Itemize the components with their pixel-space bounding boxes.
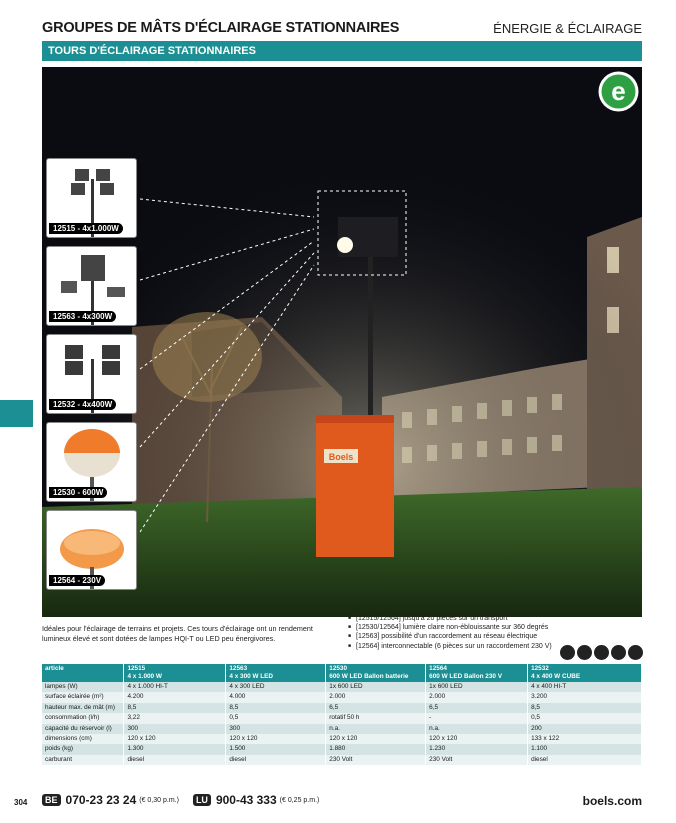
table-cell: 4 x 400 HI-T	[528, 682, 642, 692]
eco-icon	[628, 645, 643, 660]
feature-bullets	[348, 614, 578, 651]
row-label: hauteur max. de mât (m)	[42, 703, 124, 713]
table-cell: 230 Volt	[426, 755, 528, 765]
rate-be: (€ 0,30 p.m.)	[139, 796, 179, 804]
table-header-row	[42, 664, 642, 682]
row-label: lampes (W)	[42, 682, 124, 692]
country-badge-be: BE	[42, 794, 61, 806]
table-cell: 1.300	[124, 744, 226, 754]
no-glare-icon	[611, 645, 626, 660]
table-row	[42, 755, 642, 765]
row-label: consommation (l/h)	[42, 713, 124, 723]
row-label: capacité du réservoir (l)	[42, 724, 124, 734]
thumbnail-label: 12530 - 600W	[49, 487, 107, 498]
table-cell: 6,5	[426, 703, 528, 713]
product-description: Idéales pour l'éclairage de terrains et projets. Ces tours d'éclairage ont un rendement lumineux élevé et sont dotées de lampes HQI-T ou LED peu énergivores.	[42, 624, 313, 643]
table-cell: 8,5	[226, 703, 326, 713]
phone-be[interactable]: 070-23 23 24	[65, 793, 137, 807]
table-cell: 1x 600 LED	[426, 682, 528, 692]
thumbnail-12564[interactable]	[46, 510, 137, 590]
table-row	[42, 682, 642, 692]
row-label: carburant	[42, 755, 124, 765]
table-cell: n.a.	[326, 724, 426, 734]
phone-lu[interactable]: 900-43 333	[215, 793, 277, 807]
generator-brand: Boels	[328, 452, 354, 462]
thumbnail-12530[interactable]	[46, 422, 137, 502]
bullet-item: ■ [12530/12564] lumière claire non-éblouissante sur 360 degrés	[348, 623, 578, 632]
table-cell: 300	[226, 724, 326, 734]
table-row	[42, 724, 642, 734]
table-row	[42, 692, 642, 702]
table-cell: diesel	[124, 755, 226, 765]
table-row	[42, 744, 642, 754]
grid-power-icon	[594, 645, 609, 660]
table-cell: 0,5	[226, 713, 326, 723]
thumbnail-12515[interactable]	[46, 158, 137, 238]
table-column-header: 12563 4 x 300 W LED	[226, 664, 326, 682]
country-badge-lu: LU	[193, 794, 211, 806]
table-cell: 120 x 120	[326, 734, 426, 744]
table-cell: 8,5	[124, 703, 226, 713]
feature-icons	[560, 645, 643, 660]
row-label: poids (kg)	[42, 744, 124, 754]
table-cell: 300	[124, 724, 226, 734]
website-link[interactable]: boels.com	[582, 794, 642, 808]
rate-lu: (€ 0,25 p.m.)	[279, 796, 320, 804]
table-cell: n.a.	[426, 724, 528, 734]
section-header: TOURS D'ÉCLAIRAGE STATIONNAIRES	[42, 41, 642, 61]
table-cell: diesel	[226, 755, 326, 765]
table-column-header: 12530 600 W LED Ballon batterie	[326, 664, 426, 682]
thumbnail-label: 12563 - 4x300W	[49, 311, 116, 322]
table-cell: 1.880	[326, 744, 426, 754]
table-cell: 1.230	[426, 744, 528, 754]
page-number: 304	[14, 798, 28, 807]
table-cell: 4.000	[226, 692, 326, 702]
bullet-item: ■ [12564] interconnectable (6 pièces sur un raccordement 230 V)	[348, 642, 578, 651]
table-cell: 120 x 120	[226, 734, 326, 744]
table-cell: 4 x 300 LED	[226, 682, 326, 692]
table-cell: 8,5	[528, 703, 642, 713]
category-label: ÉNERGIE & ÉCLAIRAGE	[493, 21, 642, 36]
thumbnail-12532[interactable]	[46, 334, 137, 414]
table-row	[42, 713, 642, 723]
table-column-header: 12532 4 x 400 W CUBE	[528, 664, 642, 682]
table-cell: -	[426, 713, 528, 723]
table-cell: 3.200	[528, 692, 642, 702]
section-tab-marker	[0, 400, 33, 427]
thumbnail-label: 12515 - 4x1.000W	[49, 223, 123, 234]
table-cell: 6,5	[326, 703, 426, 713]
table-cell: 2.000	[426, 692, 528, 702]
svg-text:e: e	[611, 76, 626, 106]
table-row	[42, 734, 642, 744]
footer-contact	[42, 793, 333, 807]
table-cell: 120 x 120	[124, 734, 226, 744]
bullet-item: ■ [12563] possibilité d'un raccordement au réseau électrique	[348, 632, 578, 641]
table-cell: 1.100	[528, 744, 642, 754]
table-row	[42, 703, 642, 713]
table-cell: 0,5	[528, 713, 642, 723]
eco-badge-icon	[598, 71, 639, 112]
specs-table	[42, 664, 642, 765]
table-cell: 2.000	[326, 692, 426, 702]
row-label: dimensions (cm)	[42, 734, 124, 744]
table-cell: diesel	[528, 755, 642, 765]
thumbnail-label: 12564 - 230V	[49, 575, 105, 586]
table-cell: 1x 600 LED	[326, 682, 426, 692]
table-cell: 230 Volt	[326, 755, 426, 765]
table-cell: 1.500	[226, 744, 326, 754]
table-column-header: 12515 4 x 1.000 W	[124, 664, 226, 682]
table-header-label: article	[42, 664, 124, 682]
table-cell: 4 x 1.000 HI-T	[124, 682, 226, 692]
thumbnail-12563[interactable]	[46, 246, 137, 326]
table-column-header: 12564 600 W LED Ballon 230 V	[426, 664, 528, 682]
transport-icon	[560, 645, 575, 660]
table-cell: 120 x 120	[426, 734, 528, 744]
row-label: surface éclairée (m²)	[42, 692, 124, 702]
bullet-item: ■ [12515/12564] jusqu'à 20 pièces sur un transport	[348, 614, 578, 623]
table-cell: 200	[528, 724, 642, 734]
table-cell: 3,22	[124, 713, 226, 723]
thumbnail-label: 12532 - 4x400W	[49, 399, 116, 410]
table-cell: rotatif 50 h	[326, 713, 426, 723]
table-cell: 133 x 122	[528, 734, 642, 744]
page-title: GROUPES DE MÂTS D'ÉCLAIRAGE STATIONNAIRES	[42, 20, 400, 36]
table-cell: 4.200	[124, 692, 226, 702]
360-light-icon	[577, 645, 592, 660]
